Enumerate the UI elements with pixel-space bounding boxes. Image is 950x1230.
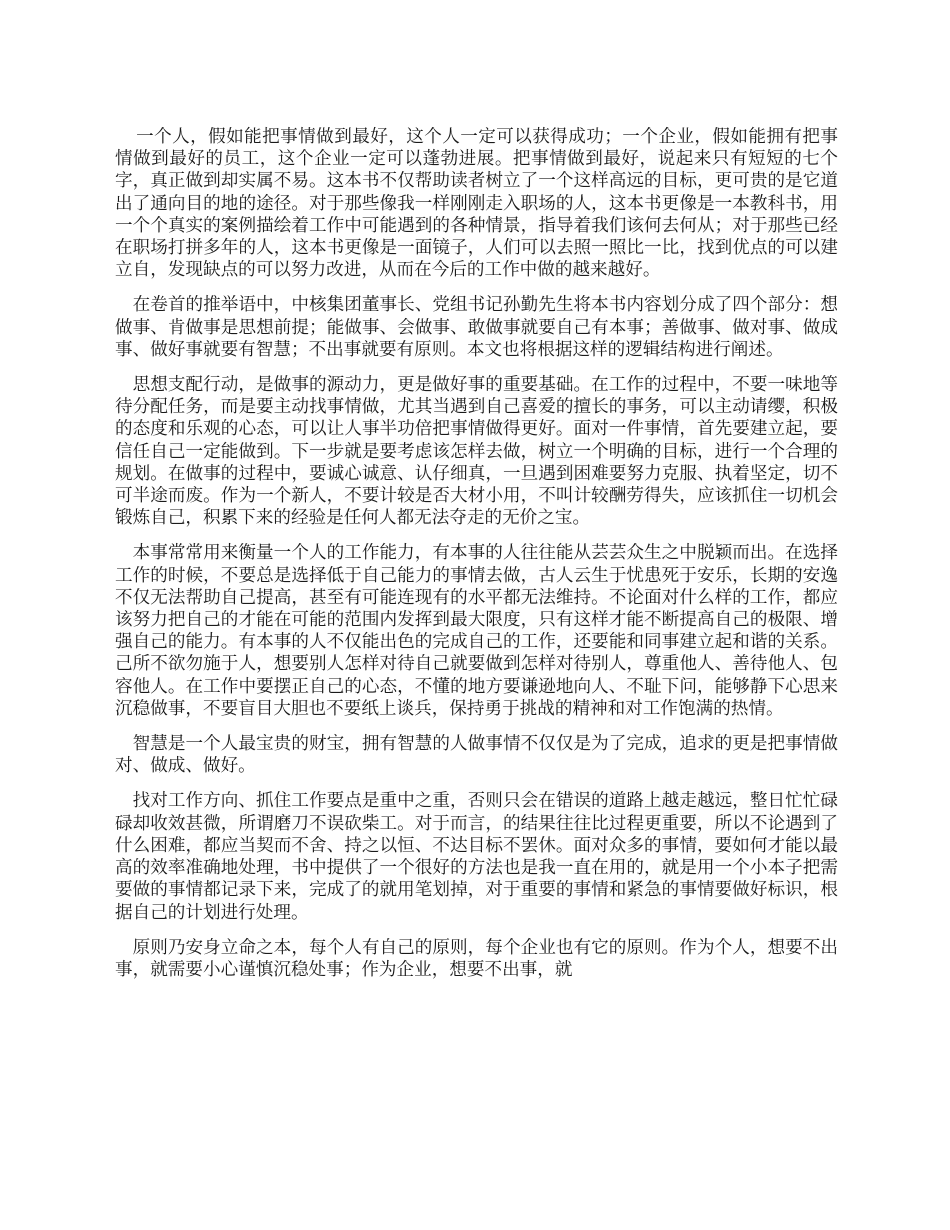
paragraph-principle: 原则乃安身立命之本，每个人有自己的原则，每个企业也有它的原则。作为个人，想要不出事，就需要小心谨慎沉稳处事；作为企业，想要不出事，就 bbox=[115, 937, 838, 980]
paragraph-direction: 找对工作方向、抓住工作要点是重中之重，否则只会在错误的道路上越走越远，整日忙忙碌碌却收效甚微，所谓磨刀不误砍柴工。对于而言，的结果往往比过程更重要，所以不论遇到了什么困难，都应当契而不舍、持之以恒、不达目标不罢休。面对众多的事情，要如何才能以最高的效率准确地处理，书中提供了一个很好的方法也是我一直在用的，就是用一个小本子把需要做的事情都记录下来，完成了的就用笔划掉，对于重要的事情和紧急的事情要做好标识，根据自己的计划进行处理。 bbox=[115, 791, 838, 923]
paragraph-wisdom: 智慧是一个人最宝贵的财宝，拥有智慧的人做事情不仅仅是为了完成，追求的更是把事情做对、做成、做好。 bbox=[115, 734, 838, 777]
paragraph-intro: 一个人，假如能把事情做到最好，这个人一定可以获得成功；一个企业，假如能拥有把事情做到最好的员工，这个企业一定可以蓬勃进展。把事情做到最好，说起来只有短短的七个字，真正做到却实属不易。这本书不仅帮助读者树立了一个这样高远的目标，更可贵的是它道出了通向目的地的途径。对于那些像我一样刚刚走入职场的人，这本书更像是一本教科书，用一个个真实的案例描绘着工作中可能遇到的各种情景，指导着我们该何去何从；对于那些已经在职场打拼多年的人，这本书更像是一面镜子，人们可以去照一照比一比，找到优点的可以建立自，发现缺点的可以努力改进，从而在今后的工作中做的越来越好。 bbox=[115, 127, 838, 281]
paragraph-mindset: 思想支配行动，是做事的源动力，更是做好事的重要基础。在工作的过程中，不要一味地等待分配任务，而是要主动找事情做，尤其当遇到自己喜爱的擅长的事务，可以主动请缨，积极的态度和乐观的心态，可以让人事半功倍把事情做得更好。面对一件事情，首先要建立起，要信任自己一定能做到。下一步就是要考虑该怎样去做，树立一个明确的目标，进行一个合理的规划。在做事的过程中，要诚心诚意、认仔细真，一旦遇到困难要努力克服、执着坚定，切不可半途而废。作为一个新人，不要计较是否大材小用，不叫计较酬劳得失，应该抓住一切机会锻炼自己，积累下来的经验是任何人都无法夺走的无价之宝。 bbox=[115, 375, 838, 529]
document-body bbox=[115, 126, 838, 994]
paragraph-ability: 本事常常用来衡量一个人的工作能力，有本事的人往往能从芸芸众生之中脱颖而出。在选择工作的时候，不要总是选择低于自己能力的事情去做，古人云生于忧患死于安乐，长期的安逸不仅无法帮助自己提高，甚至有可能连现有的水平都无法维持。不论面对什么样的工作，都应该努力把自己的才能在可能的范围内发挥到最大限度，只有这样才能不断提高自己的极限、增强自己的能力。有本事的人不仅能出色的完成自己的工作，还要能和同事建立起和谐的关系。己所不欲勿施于人，想要别人怎样对待自己就要做到怎样对待别人，尊重他人、善待他人、包容他人。在工作中要摆正自己的心态，不懂的地方要谦逊地向人、不耻下问，能够静下心思来沉稳做事，不要盲目大胆也不要纸上谈兵，保持勇于挑战的精神和对工作饱满的热情。 bbox=[115, 543, 838, 719]
paragraph-structure: 在卷首的推举语中，中核集团董事长、党组书记孙勤先生将本书内容划分成了四个部分：想做事、肯做事是思想前提；能做事、会做事、敢做事就要自己有本事；善做事、做对事、做成事、做好事就要有智慧；不出事就要有原则。本文也将根据这样的逻辑结构进行阐述。 bbox=[115, 295, 838, 360]
